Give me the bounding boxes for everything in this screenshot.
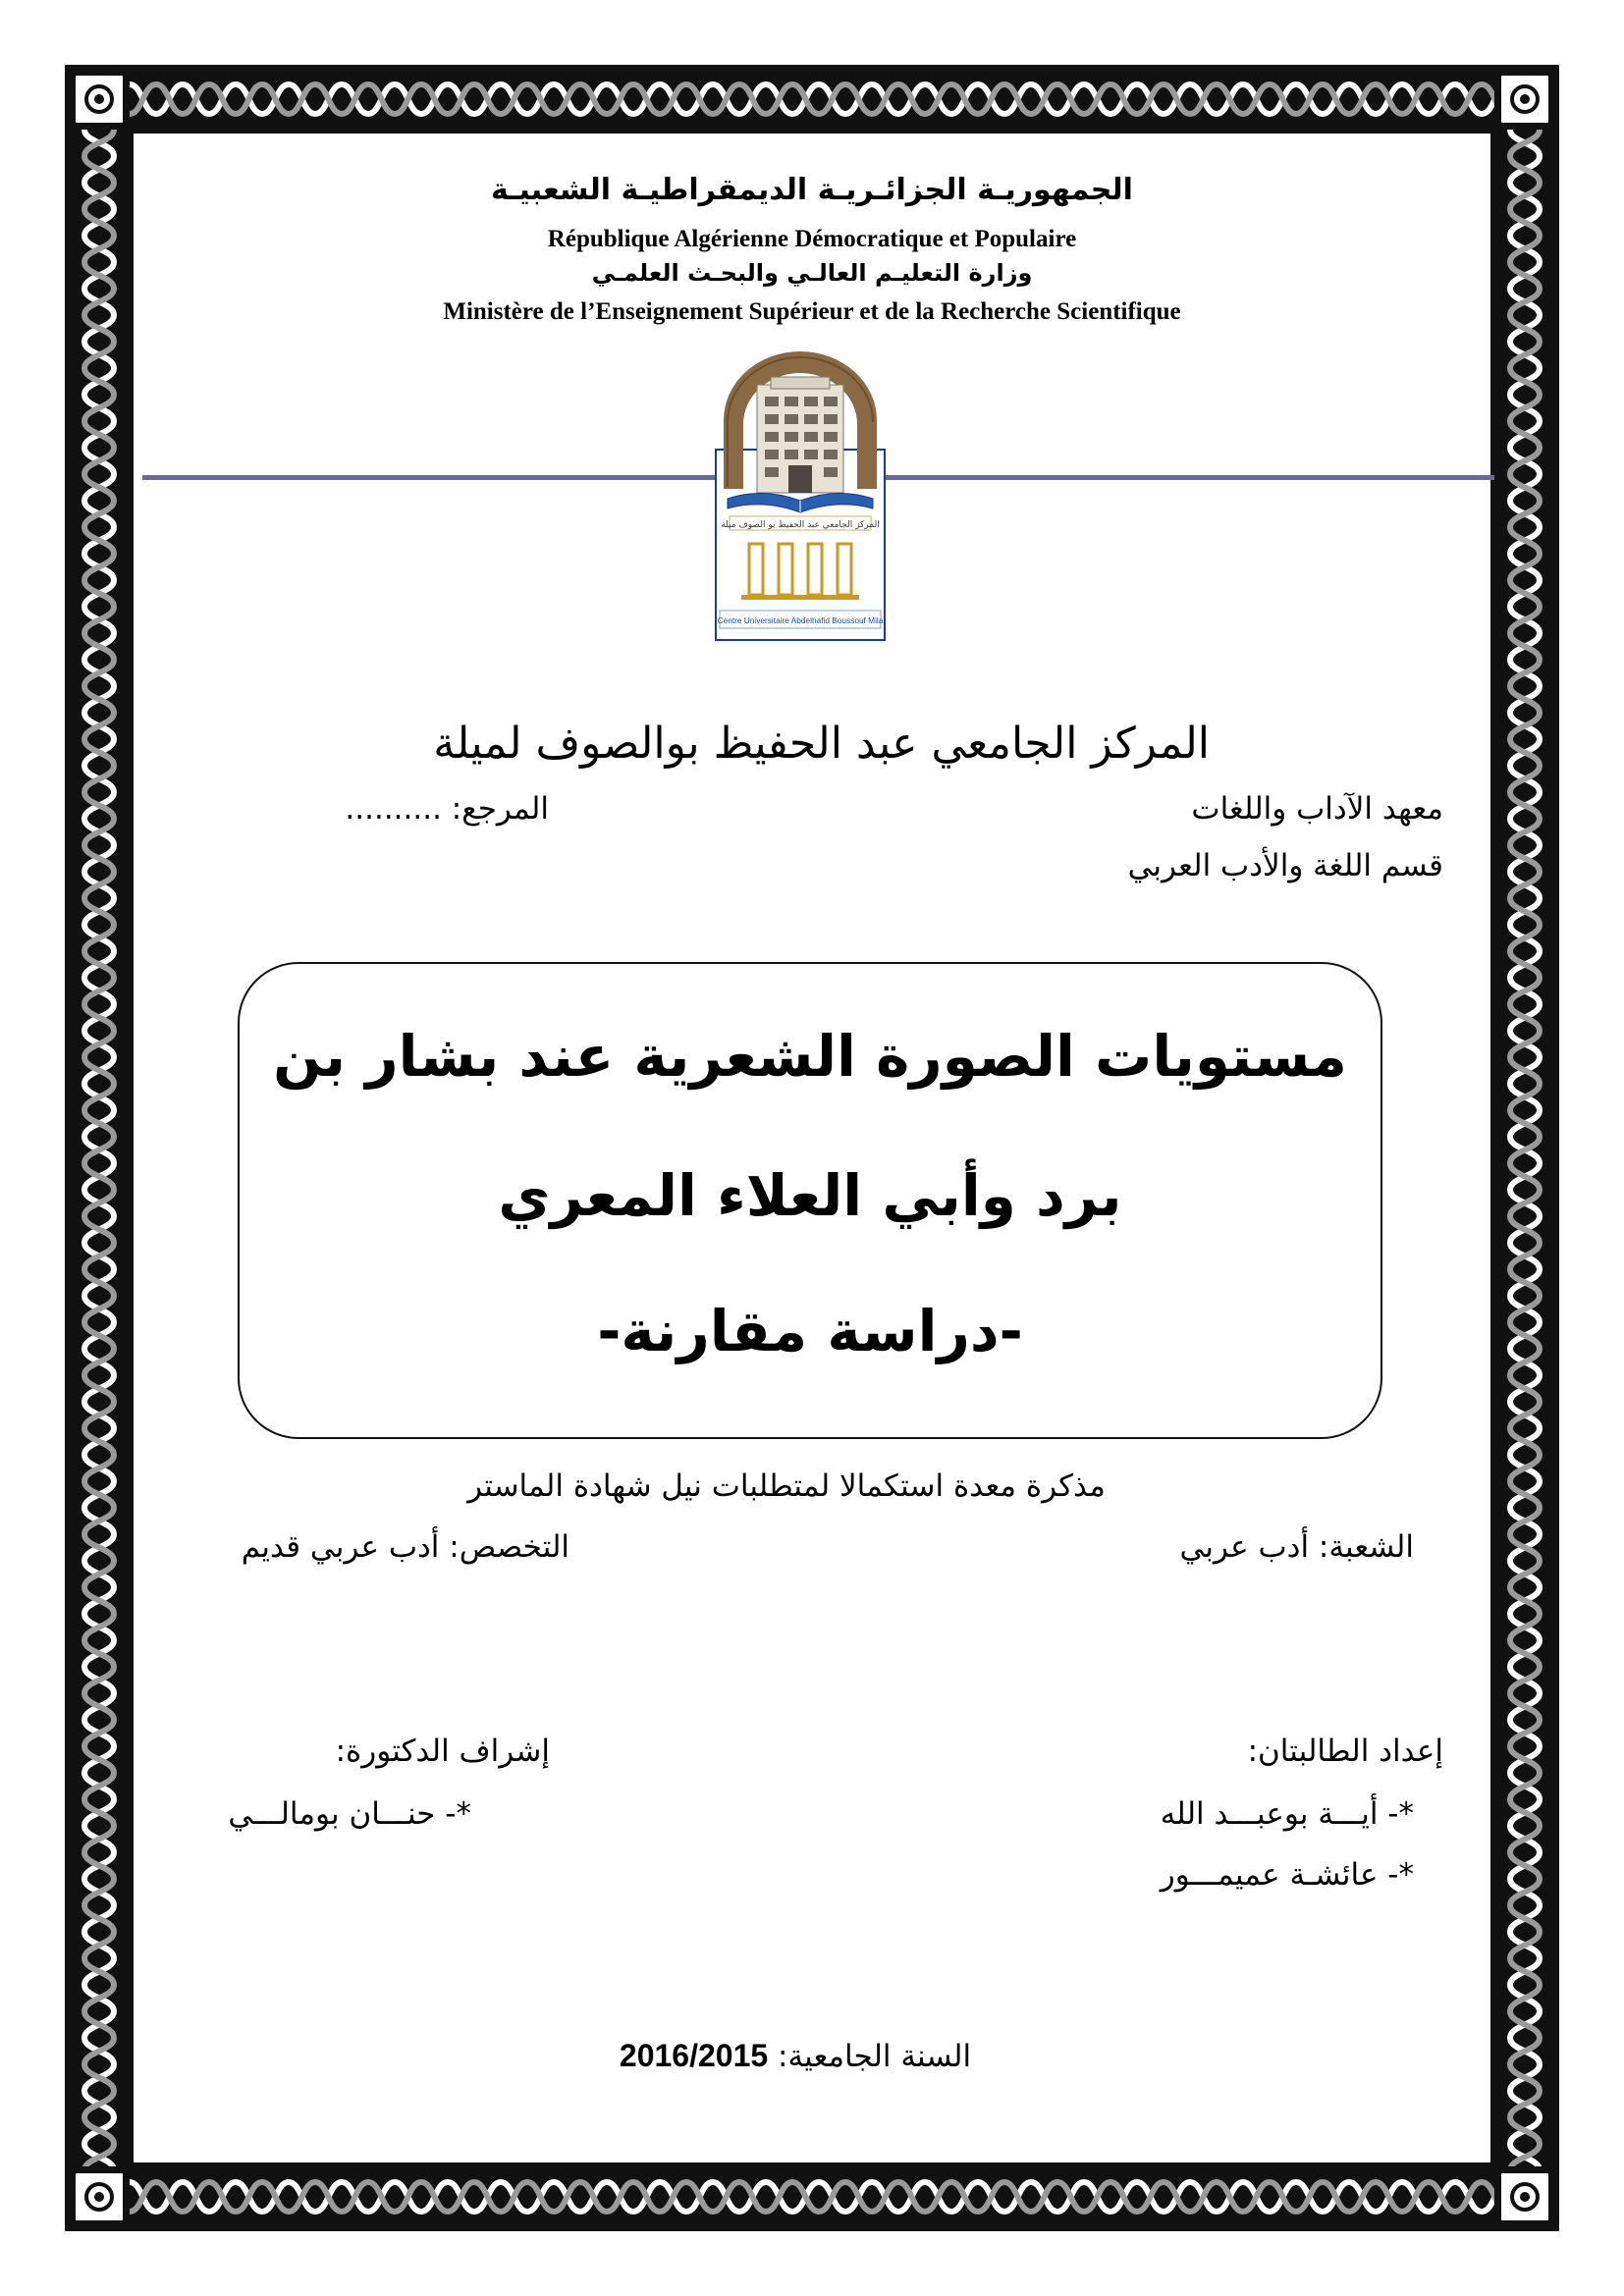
chain-border-left xyxy=(71,130,128,2166)
academic-year xyxy=(550,2038,1041,2074)
thesis-title-line-1: مستويات الصورة الشعرية عند بشار بن xyxy=(273,1023,1347,1090)
corner-ornament-top-left xyxy=(73,73,126,126)
institute-name: معهد الآداب واللغات xyxy=(1191,791,1443,827)
corner-ornament-bottom-right xyxy=(1498,2170,1551,2223)
ministry-name-arabic: وزارة التعليـم العالـي والبحـث العلمـي xyxy=(591,259,1033,287)
thesis-purpose: مذكرة معدة استكمالا لمتطلبات نيل شهادة الماستر xyxy=(467,1468,1106,1504)
university-logo xyxy=(714,351,887,642)
branch-field: الشعبة: أدب عربي xyxy=(1179,1529,1414,1565)
republic-name-french: République Algérienne Démocratique et Populaire xyxy=(547,226,1077,252)
header-rule-right xyxy=(884,475,1494,480)
department-name: قسم اللغة والأدب العربي xyxy=(1127,848,1443,883)
students-label: إعداد الطالبتان: xyxy=(1247,1734,1443,1769)
student-name-2: *- عائشـة عميمـــور xyxy=(1160,1857,1414,1893)
corner-ornament-bottom-left xyxy=(73,2170,126,2223)
chain-border-right xyxy=(1496,130,1553,2166)
university-center-name: المركز الجامعي عبد الحفيظ بوالصوف لميلة xyxy=(433,719,1210,769)
specialty-field: التخصص: أدب عربي قديم xyxy=(241,1529,569,1565)
republic-name-arabic: الجمهوريـة الجزائـريـة الديمقراطيـة الشعبيـة xyxy=(491,173,1133,207)
corner-ornament-top-right xyxy=(1498,73,1551,126)
chain-border-top xyxy=(130,71,1494,128)
thesis-title-line-2: برد وأبي العلاء المعري xyxy=(498,1162,1122,1229)
student-name-1: *- أيـــة بوعبـــد الله xyxy=(1160,1796,1414,1832)
academic-year-label: السنة الجامعية: xyxy=(778,2039,972,2074)
logo-caption-arabic: المركز الجامعي عبد الحفيظ بو الصوف ميلة xyxy=(721,520,880,530)
academic-year-value: 2016/2015 xyxy=(619,2038,769,2073)
reference-field: المرجع: .......... xyxy=(345,791,549,827)
thesis-title-line-3: -دراسة مقارنة- xyxy=(597,1298,1023,1364)
supervisor-label: إشراف الدكتورة: xyxy=(335,1734,550,1769)
ministry-name-french: Ministère de l’Enseignement Supérieur et de la Recherche Scientifique xyxy=(443,298,1181,325)
logo-caption-french: Centre Universitaire Abdelhafid Boussouf Mila xyxy=(717,615,884,625)
supervisor-name: *- حنـــان بومالـــي xyxy=(228,1796,471,1832)
header-rule-left xyxy=(142,475,717,480)
chain-border-bottom xyxy=(130,2168,1494,2225)
thesis-title-box xyxy=(238,962,1382,1439)
